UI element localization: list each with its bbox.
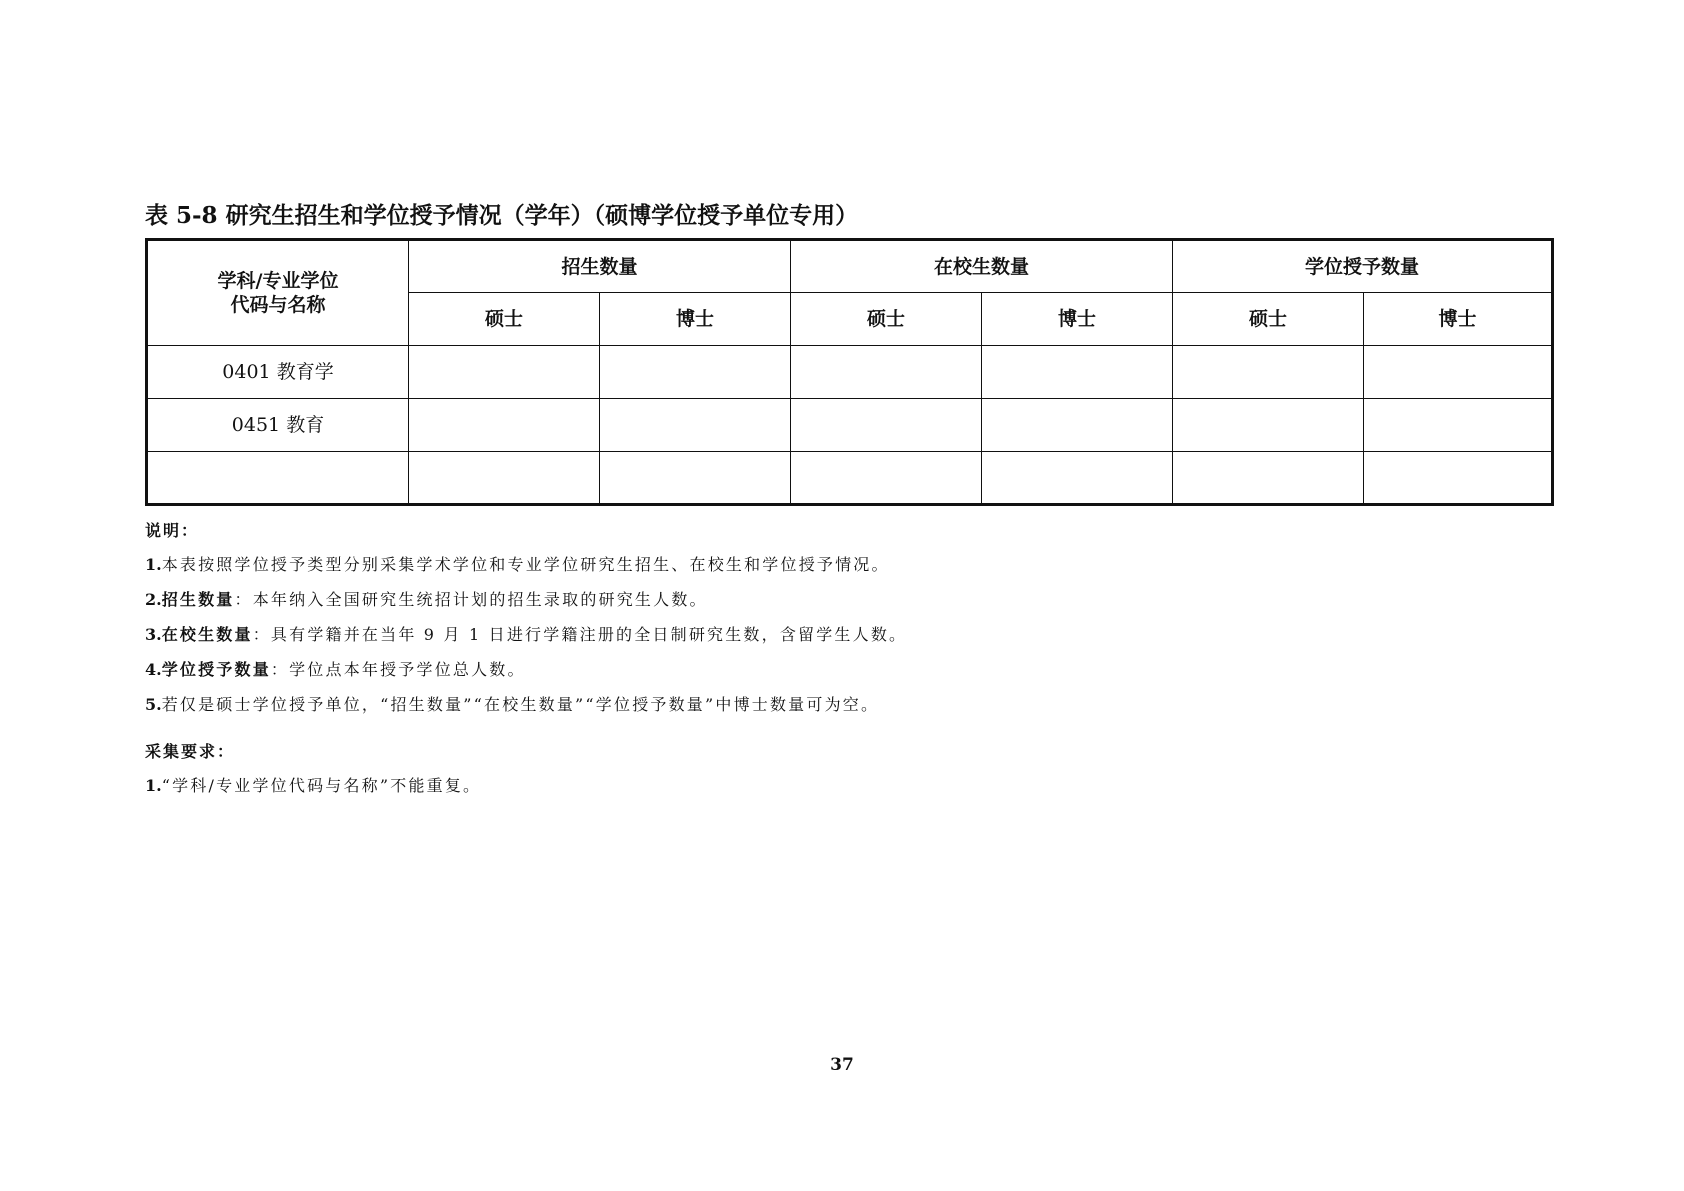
data-cell[interactable] — [600, 399, 791, 452]
data-cell[interactable] — [409, 399, 600, 452]
note-text: ：本年纳入全国研究生统招计划的招生录取的研究生人数。 — [234, 590, 708, 609]
note-item — [145, 620, 1545, 655]
requirement-number: 1. — [145, 776, 162, 795]
data-cell[interactable] — [1364, 452, 1553, 505]
note-term: 招生数量 — [161, 590, 235, 609]
note-term: 在校生数量 — [161, 625, 253, 644]
sub-header-doctor: 博士 — [1364, 293, 1553, 346]
data-cell[interactable] — [982, 346, 1173, 399]
note-item — [145, 690, 1545, 725]
data-cell[interactable] — [409, 346, 600, 399]
table-row — [147, 346, 1553, 399]
group-header-enrollment: 招生数量 — [409, 240, 791, 293]
requirements-section — [145, 738, 1545, 804]
note-text: ：学位点本年授予学位总人数。 — [270, 660, 526, 679]
data-cell[interactable] — [1173, 346, 1364, 399]
note-number: 3. — [145, 625, 162, 644]
note-item — [145, 550, 1545, 585]
note-text: ：具有学籍并在当年 9 月 1 日进行学籍注册的全日制研究生数，含留学生人数。 — [252, 625, 908, 644]
first-column-header-line-1: 学科/专业学位 — [217, 270, 339, 292]
data-cell[interactable] — [982, 399, 1173, 452]
data-cell[interactable] — [791, 452, 982, 505]
note-text: 本表按照学位授予类型分别采集学术学位和专业学位研究生招生、在校生和学位授予情况。 — [161, 555, 890, 574]
page-title: 表 5-8 研究生招生和学位授予情况（学年）（硕博学位授予单位专用） — [145, 202, 859, 229]
note-item — [145, 585, 1545, 620]
sub-header-doctor: 博士 — [600, 293, 791, 346]
requirement-text: “学科/专业学位代码与名称”不能重复。 — [161, 776, 482, 795]
data-cell[interactable] — [1173, 452, 1364, 505]
data-cell[interactable] — [791, 346, 982, 399]
sub-header-master: 硕士 — [409, 293, 600, 346]
data-table — [145, 238, 1554, 506]
note-term: 学位授予数量 — [161, 660, 271, 679]
data-cell[interactable] — [600, 452, 791, 505]
group-header-enrolled-students: 在校生数量 — [791, 240, 1173, 293]
first-column-header — [147, 240, 409, 346]
sub-header-master: 硕士 — [791, 293, 982, 346]
sub-header-doctor: 博士 — [982, 293, 1173, 346]
requirements-heading: 采集要求： — [145, 742, 236, 761]
row-name-cell — [147, 452, 409, 505]
note-text: 若仅是硕士学位授予单位，“招生数量”“在校生数量”“学位授予数量”中博士数量可为空。 — [161, 695, 880, 714]
row-name-cell: 0451 教育 — [147, 399, 409, 452]
first-column-header-line-2: 代码与名称 — [230, 294, 326, 316]
notes-section — [145, 518, 1545, 725]
note-number: 1. — [145, 555, 162, 574]
data-cell[interactable] — [982, 452, 1173, 505]
note-number: 4. — [145, 660, 162, 679]
page-number: 37 — [830, 1055, 854, 1075]
note-number: 5. — [145, 695, 162, 714]
requirement-item — [145, 772, 1545, 804]
table-row — [147, 399, 1553, 452]
data-cell[interactable] — [600, 346, 791, 399]
data-cell[interactable] — [1364, 399, 1553, 452]
data-cell[interactable] — [1364, 346, 1553, 399]
data-cell[interactable] — [409, 452, 600, 505]
note-item — [145, 655, 1545, 690]
note-number: 2. — [145, 590, 162, 609]
group-header-degrees-awarded: 学位授予数量 — [1173, 240, 1553, 293]
data-cell[interactable] — [1173, 399, 1364, 452]
notes-heading: 说明： — [145, 521, 200, 540]
table-row — [147, 452, 1553, 505]
row-name-cell: 0401 教育学 — [147, 346, 409, 399]
sub-header-master: 硕士 — [1173, 293, 1364, 346]
data-cell[interactable] — [791, 399, 982, 452]
